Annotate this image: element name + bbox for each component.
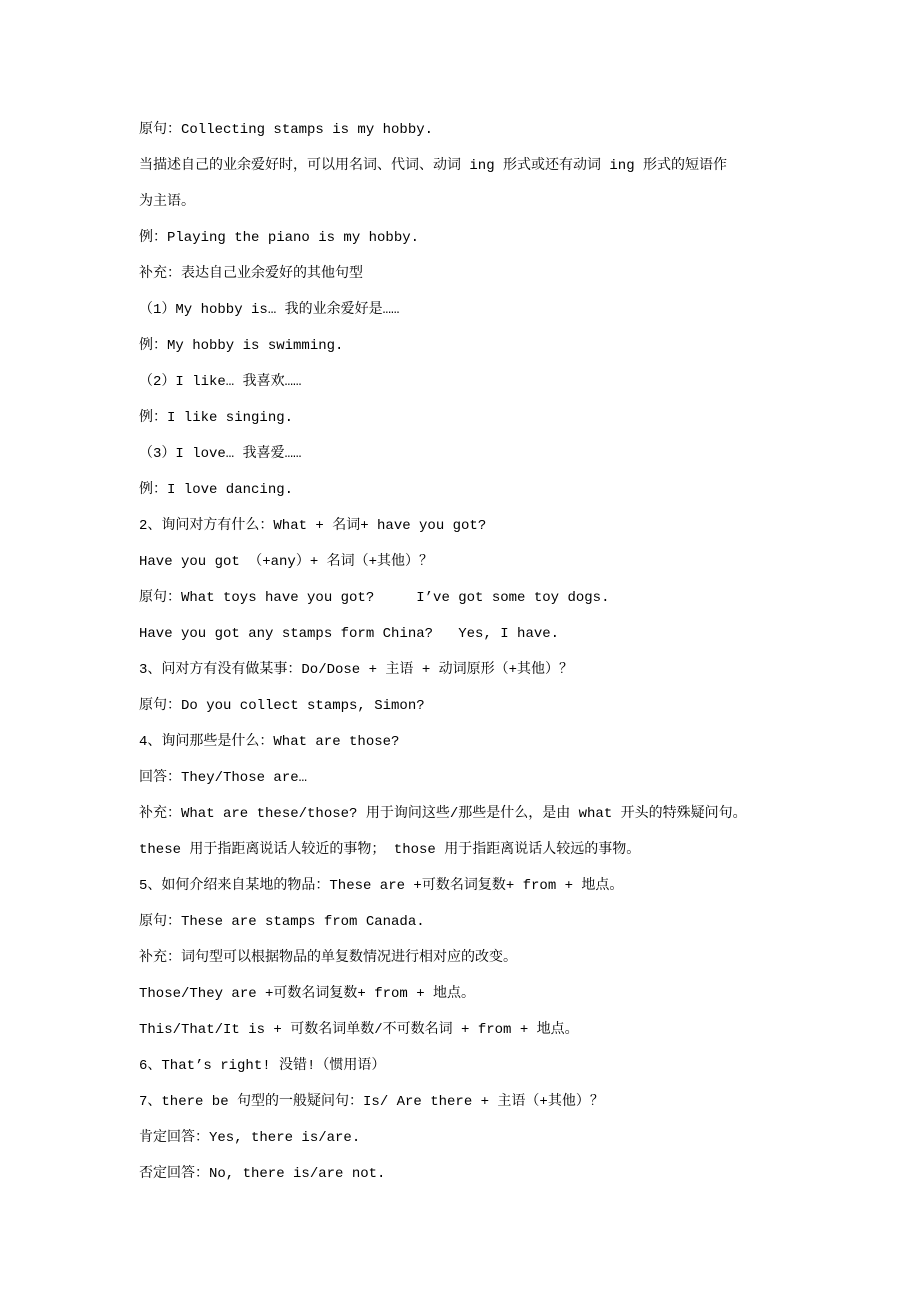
text-line: 原句：Collecting stamps is my hobby. — [139, 122, 434, 138]
text-line: Those/They are +可数名词复数+ from + 地点。 — [139, 986, 476, 1002]
document-page — [139, 119, 799, 1199]
text-line: （2）I like… 我喜欢…… — [139, 374, 302, 390]
text-line: 补充：表达自己业余爱好的其他句型 — [139, 266, 363, 282]
text-line: （1）My hobby is… 我的业余爱好是…… — [139, 302, 400, 318]
text-line: 回答：They/Those are… — [139, 770, 308, 786]
text-line: 5、如何介绍来自某地的物品：These are +可数名词复数+ from + 地点。 — [139, 878, 624, 894]
text-line: 为主语。 — [139, 194, 195, 210]
text-line: 补充：What are these/those? 用于询问这些/那些是什么，是由 what 开头的特殊疑问句。 — [139, 806, 747, 822]
text-line: 原句：What toys have you got? I’ve got some toy dogs. — [139, 590, 610, 606]
text-line: 例：My hobby is swimming. — [139, 338, 344, 354]
text-line: 原句：These are stamps from Canada. — [139, 914, 425, 930]
text-line: 例：I love dancing. — [139, 482, 294, 498]
text-line: Have you got any stamps form China? Yes, I have. — [139, 626, 560, 642]
text-line: （3）I love… 我喜爱…… — [139, 446, 302, 462]
text-line: these 用于指距离说话人较近的事物； those 用于指距离说话人较远的事物。 — [139, 842, 641, 858]
text-line: 3、问对方有没有做某事：Do/Dose + 主语 + 动词原形（+其他）？ — [139, 662, 574, 678]
text-line: 6、That’s right! 没错!（惯用语） — [139, 1058, 386, 1074]
text-line: Have you got （+any）+ 名词（+其他）？ — [139, 554, 434, 570]
text-line: 4、询问那些是什么：What are those? — [139, 734, 400, 750]
text-line: 7、there be 句型的一般疑问句：Is/ Are there + 主语（+其他）？ — [139, 1094, 604, 1110]
text-line: 原句：Do you collect stamps, Simon? — [139, 698, 425, 714]
text-line: 例：Playing the piano is my hobby. — [139, 230, 420, 246]
text-line: 否定回答：No, there is/are not. — [139, 1166, 386, 1182]
text-line: 肯定回答：Yes, there is/are. — [139, 1130, 361, 1146]
text-line: 当描述自己的业余爱好时，可以用名词、代词、动词 ing 形式或还有动词 ing 形式的短语作 — [139, 158, 728, 174]
text-line: This/That/It is + 可数名词单数/不可数名词 + from + 地点。 — [139, 1022, 579, 1038]
text-line: 补充：词句型可以根据物品的单复数情况进行相对应的改变。 — [139, 950, 517, 966]
text-line: 例：I like singing. — [139, 410, 294, 426]
text-line: 2、询问对方有什么：What + 名词+ have you got? — [139, 518, 487, 534]
